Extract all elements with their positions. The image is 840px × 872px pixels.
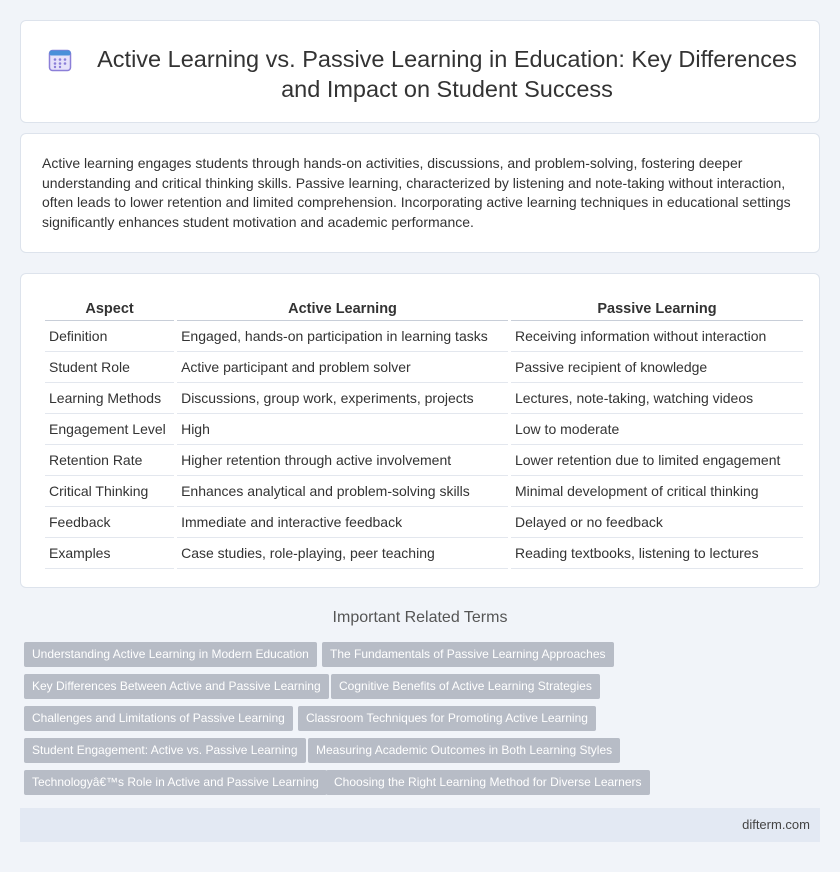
row-active: Immediate and interactive feedback: [177, 507, 508, 538]
related-term-tag[interactable]: Cognitive Benefits of Active Learning Strategies: [331, 674, 600, 699]
row-aspect: Retention Rate: [45, 445, 174, 476]
intro-paragraph: Active learning engages students through hands-on activities, discussions, and problem-solving, fostering deeper understanding and critical thinking skills. Passive learning, characterized by listening and note-taking without interaction, often leads to lower retention and limited comprehension. Incorporating active learning techniques in educational settings significantly enhances student motivation and academic performance.: [42, 155, 791, 230]
table-row: [45, 538, 803, 569]
related-term-tag[interactable]: Challenges and Limitations of Passive Learning: [24, 706, 293, 731]
header-active-learning: Active Learning: [177, 295, 508, 321]
table-row: [45, 321, 803, 352]
row-active: Enhances analytical and problem-solving skills: [177, 476, 508, 507]
row-aspect: Critical Thinking: [45, 476, 174, 507]
related-term-tag[interactable]: Measuring Academic Outcomes in Both Learning Styles: [308, 738, 620, 763]
calendar-icon: [48, 48, 72, 72]
row-aspect: Feedback: [45, 507, 174, 538]
row-aspect: Engagement Level: [45, 414, 174, 445]
row-active: High: [177, 414, 508, 445]
row-active: Active participant and problem solver: [177, 352, 508, 383]
row-aspect: Student Role: [45, 352, 174, 383]
row-passive: Reading textbooks, listening to lectures: [511, 538, 803, 569]
comparison-table: [42, 295, 806, 569]
header-aspect: Aspect: [45, 295, 174, 321]
row-aspect: Learning Methods: [45, 383, 174, 414]
table-row: [45, 414, 803, 445]
row-active: Engaged, hands-on participation in learning tasks: [177, 321, 508, 352]
comparison-table-card: [20, 273, 820, 588]
row-aspect: Examples: [45, 538, 174, 569]
title-card: [20, 20, 820, 123]
related-term-tag[interactable]: Classroom Techniques for Promoting Active Learning: [298, 706, 596, 731]
related-term-tag[interactable]: The Fundamentals of Passive Learning Approaches: [322, 642, 614, 667]
related-term-tag[interactable]: Understanding Active Learning in Modern Education: [24, 642, 317, 667]
related-term-tag[interactable]: Technologyâ€™s Role in Active and Passive Learning: [24, 770, 327, 795]
related-term-tag[interactable]: Key Differences Between Active and Passive Learning: [24, 674, 329, 699]
intro-card: [20, 133, 820, 253]
header-passive-learning: Passive Learning: [511, 295, 803, 321]
footer-site-link[interactable]: difterm.com: [742, 817, 810, 832]
related-term-tag[interactable]: Choosing the Right Learning Method for Diverse Learners: [326, 770, 650, 795]
row-passive: Receiving information without interaction: [511, 321, 803, 352]
row-passive: Minimal development of critical thinking: [511, 476, 803, 507]
table-row: [45, 445, 803, 476]
row-passive: Low to moderate: [511, 414, 803, 445]
row-passive: Lectures, note-taking, watching videos: [511, 383, 803, 414]
row-passive: Passive recipient of knowledge: [511, 352, 803, 383]
table-row: [45, 383, 803, 414]
table-row: [45, 507, 803, 538]
related-terms-heading: Important Related Terms: [332, 609, 508, 626]
page-title: Active Learning vs. Passive Learning in Education: Key Differences and Impact on Student Success: [97, 46, 797, 102]
table-row: [45, 352, 803, 383]
row-passive: Delayed or no feedback: [511, 507, 803, 538]
row-active: Case studies, role-playing, peer teaching: [177, 538, 508, 569]
row-aspect: Definition: [45, 321, 174, 352]
table-row: [45, 476, 803, 507]
related-term-tag[interactable]: Student Engagement: Active vs. Passive Learning: [24, 738, 306, 763]
row-active: Discussions, group work, experiments, projects: [177, 383, 508, 414]
table-header-row: [45, 295, 803, 321]
row-passive: Lower retention due to limited engagement: [511, 445, 803, 476]
footer: [20, 808, 820, 842]
row-active: Higher retention through active involvement: [177, 445, 508, 476]
